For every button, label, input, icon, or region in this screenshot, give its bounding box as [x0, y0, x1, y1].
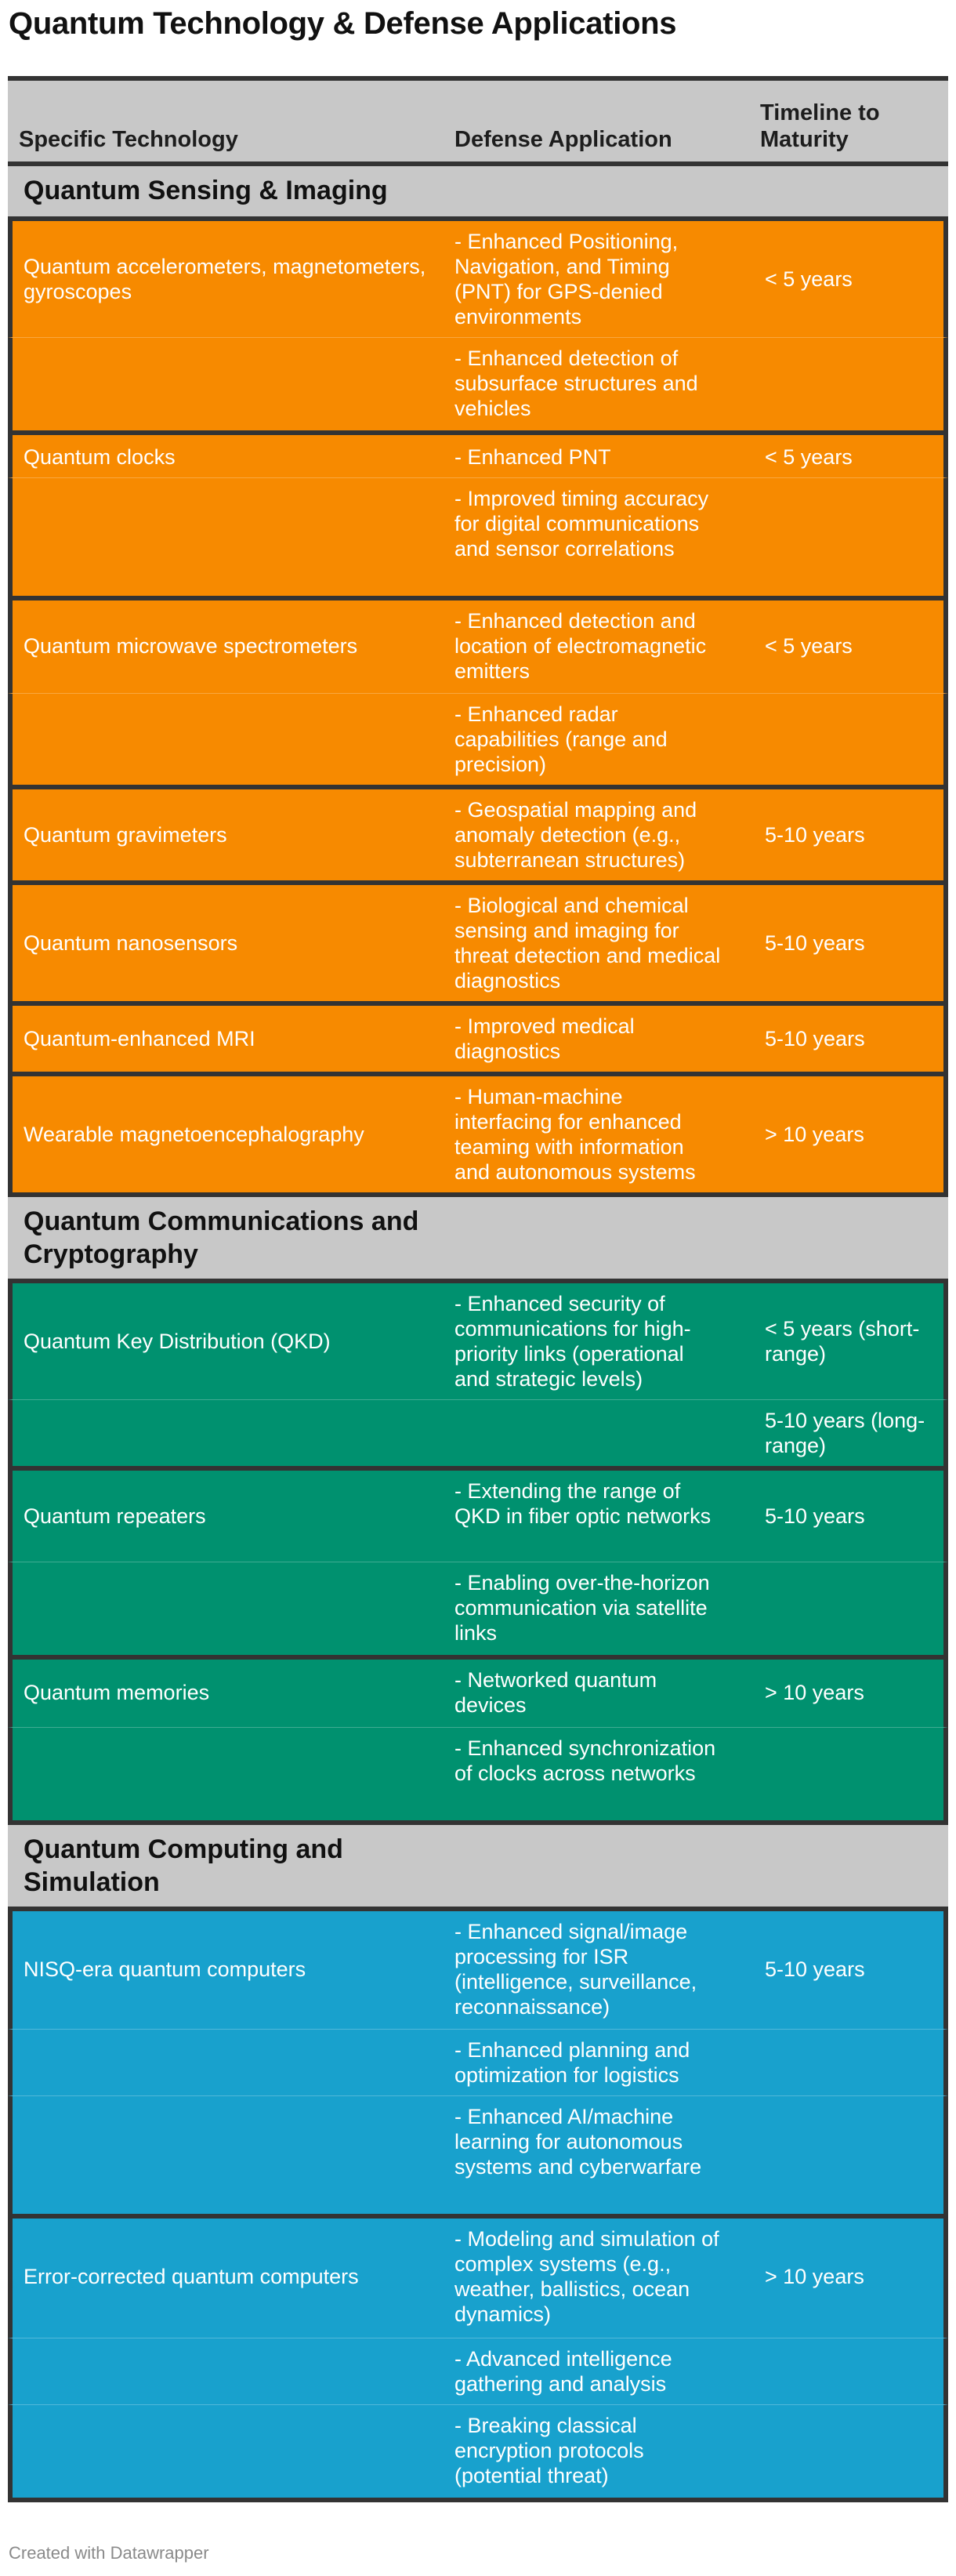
category-title-line1: Quantum Communications and: [24, 1206, 419, 1236]
table-row: [8, 221, 948, 338]
application-cell: - Networked quantum devices: [454, 1668, 657, 1717]
table-row: [8, 338, 948, 435]
tech-cell: Quantum repeaters: [24, 1504, 206, 1528]
table-row: [8, 1728, 948, 1825]
tech-cell: Quantum nanosensors: [24, 931, 238, 955]
datawrapper-credit[interactable]: Created with Datawrapper: [9, 2543, 209, 2563]
table-row: [8, 2219, 948, 2338]
table-row: [8, 885, 948, 1006]
table-row: [8, 2405, 948, 2502]
tech-cell: Wearable magnetoencephalography: [24, 1123, 364, 1146]
tech-cell: Quantum Key Distribution (QKD): [24, 1330, 331, 1353]
timeline-cell: 5-10 years: [765, 1504, 865, 1528]
application-cell: - Enhanced Positioning, Navigation, and Timing (PNT) for GPS-denied environments: [454, 230, 679, 328]
application-cell: - Extending the range of QKD in fiber optic networks: [454, 1479, 712, 1528]
table-row: [8, 1006, 948, 1076]
timeline-cell: > 10 years: [765, 1681, 864, 1704]
application-cell: - Geospatial mapping and anomaly detection (e.g., subterranean structures): [454, 798, 697, 872]
column-header-timeline-line1: Timeline to: [760, 100, 880, 125]
table-row: [8, 1400, 948, 1471]
table-row: [8, 600, 948, 694]
table-header: [8, 81, 948, 166]
timeline-cell: 5-10 years (long-range): [765, 1409, 925, 1457]
timeline-cell: < 5 years (short-range): [765, 1317, 920, 1366]
tech-cell: Error-corrected quantum computers: [24, 2265, 359, 2288]
application-cell: - Human-machine interfacing for enhanced teaming with information and autonomous systems: [454, 1085, 696, 1184]
column-header-tech[interactable]: Specific Technology: [19, 127, 238, 152]
application-cell: - Enhanced PNT: [454, 445, 611, 469]
table-row: [8, 2030, 948, 2096]
application-cell: - Biological and chemical sensing and imaging for threat detection and medical diagnostics: [454, 894, 721, 992]
category-sensing-header: [8, 166, 948, 221]
application-cell: - Enhanced planning and optimization for logistics: [454, 2038, 690, 2087]
table-row: [8, 435, 948, 478]
application-cell: - Enhanced signal/image processing for ISR (intelligence, surveillance, reconnaissance): [454, 1920, 697, 2019]
timeline-cell: 5-10 years: [765, 1027, 865, 1050]
application-cell: - Enhanced radar capabilities (range and precision): [454, 702, 668, 776]
tech-cell: Quantum microwave spectrometers: [24, 634, 358, 658]
application-cell: - Enhanced synchronization of clocks across networks: [454, 1736, 716, 1785]
category-communications-header: [8, 1197, 948, 1283]
application-cell: - Improved timing accuracy for digital communications and sensor correlations: [454, 487, 709, 561]
table-row: [8, 2338, 948, 2405]
application-cell: - Enhanced detection and location of electromagnetic emitters: [454, 609, 707, 683]
category-computing-header: [8, 1825, 948, 1911]
column-header-timeline-line2: Maturity: [760, 127, 849, 152]
column-header-timeline[interactable]: [760, 100, 880, 153]
table-row: [8, 478, 948, 600]
tech-cell: Quantum accelerometers, magnetometers, gyroscopes: [24, 255, 426, 303]
application-cell: - Modeling and simulation of complex systems (e.g., weather, ballistics, ocean dynamics): [454, 2227, 719, 2326]
table-row: [8, 1076, 948, 1197]
application-cell: - Breaking classical encryption protocols (potential threat): [454, 2414, 644, 2487]
category-title: [24, 1205, 418, 1271]
category-title: [24, 1833, 343, 1899]
timeline-cell: < 5 years: [765, 267, 853, 291]
timeline-cell: < 5 years: [765, 445, 853, 469]
tech-cell: Quantum-enhanced MRI: [24, 1027, 255, 1050]
page-title: Quantum Technology & Defense Applications: [9, 6, 677, 41]
table-row: [8, 2096, 948, 2219]
table-row: [8, 1562, 948, 1660]
table-row: [8, 1283, 948, 1400]
tech-cell: Quantum clocks: [24, 445, 176, 469]
category-title-line1: Quantum Computing and: [24, 1834, 343, 1864]
application-cell: - Improved medical diagnostics: [454, 1014, 635, 1063]
table-row: [8, 1471, 948, 1562]
timeline-cell: < 5 years: [765, 634, 853, 658]
timeline-cell: 5-10 years: [765, 931, 865, 955]
table-row: [8, 694, 948, 789]
tech-cell: Quantum gravimeters: [24, 823, 227, 847]
category-title-line2: Simulation: [24, 1867, 160, 1897]
application-cell: - Advanced intelligence gathering and analysis: [454, 2347, 672, 2396]
timeline-cell: > 10 years: [765, 1123, 864, 1146]
category-title: Quantum Sensing & Imaging: [24, 176, 388, 205]
tech-cell: Quantum memories: [24, 1681, 210, 1704]
table-row: [8, 789, 948, 885]
application-cell: - Enhanced detection of subsurface structures and vehicles: [454, 346, 698, 420]
timeline-cell: 5-10 years: [765, 823, 865, 847]
application-cell: - Enhanced AI/machine learning for autonomous systems and cyberwarfare: [454, 2105, 702, 2179]
tech-cell: NISQ-era quantum computers: [24, 1957, 306, 1981]
table-row: [8, 1660, 948, 1728]
application-cell: - Enhanced security of communications for high-priority links (operational and strategic levels): [454, 1292, 691, 1391]
technology-table: [8, 76, 948, 2502]
timeline-cell: > 10 years: [765, 2265, 864, 2288]
table-row: [8, 1911, 948, 2030]
application-cell: - Enabling over-the-horizon communication via satellite links: [454, 1571, 710, 1645]
category-title-line2: Cryptography: [24, 1239, 198, 1269]
column-header-application[interactable]: Defense Application: [454, 127, 672, 152]
timeline-cell: 5-10 years: [765, 1957, 865, 1981]
